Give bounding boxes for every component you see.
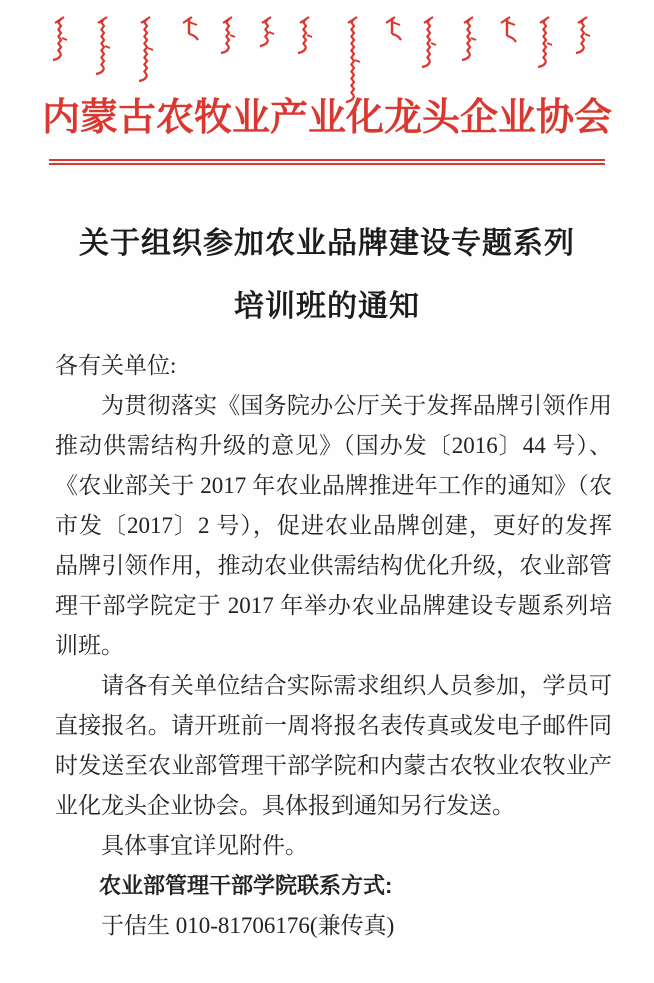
document-body [55, 346, 612, 946]
body-paragraph: 为贯彻落实《国务院办公厅关于发挥品牌引领作用推动供需结构升级的意见》（国办发〔2016〕44 号）、《农业部关于 2017 年农业品牌推进年工作的通知》（农市发〔2017〕2 号），促进农业品牌创建，更好的发挥品牌引领作用，推动农业供需结构优化升级，农业部管理干部学院定于 2017 年举办农业品牌建设专题系列培训班。 [55, 393, 612, 658]
letterhead-divider-line [49, 159, 605, 165]
body-paragraph: 请各有关单位结合实际需求组织人员参加，学员可直接报名。请开班前一周将报名表传真或发电子邮件同时发送至农业部管理干部学院和内蒙古农牧业农牧业产业化龙头企业协会。具体报到通知另行发送。 [55, 673, 612, 818]
document-title-line1: 关于组织参加农业品牌建设专题系列 [79, 227, 575, 260]
document-title [0, 227, 654, 324]
contact-heading: 农业部管理干部学院联系方式: [99, 873, 393, 898]
document-title-line2: 培训班的通知 [234, 290, 420, 323]
organization-name: 内蒙古农牧业产业化龙头企业协会 [41, 97, 612, 139]
body-paragraph: 具体事宜详见附件。 [101, 833, 308, 858]
letterhead [0, 0, 654, 165]
contact-phone: 于佶生 010-81706176(兼传真) [101, 913, 395, 938]
salutation: 各有关单位: [55, 353, 177, 378]
